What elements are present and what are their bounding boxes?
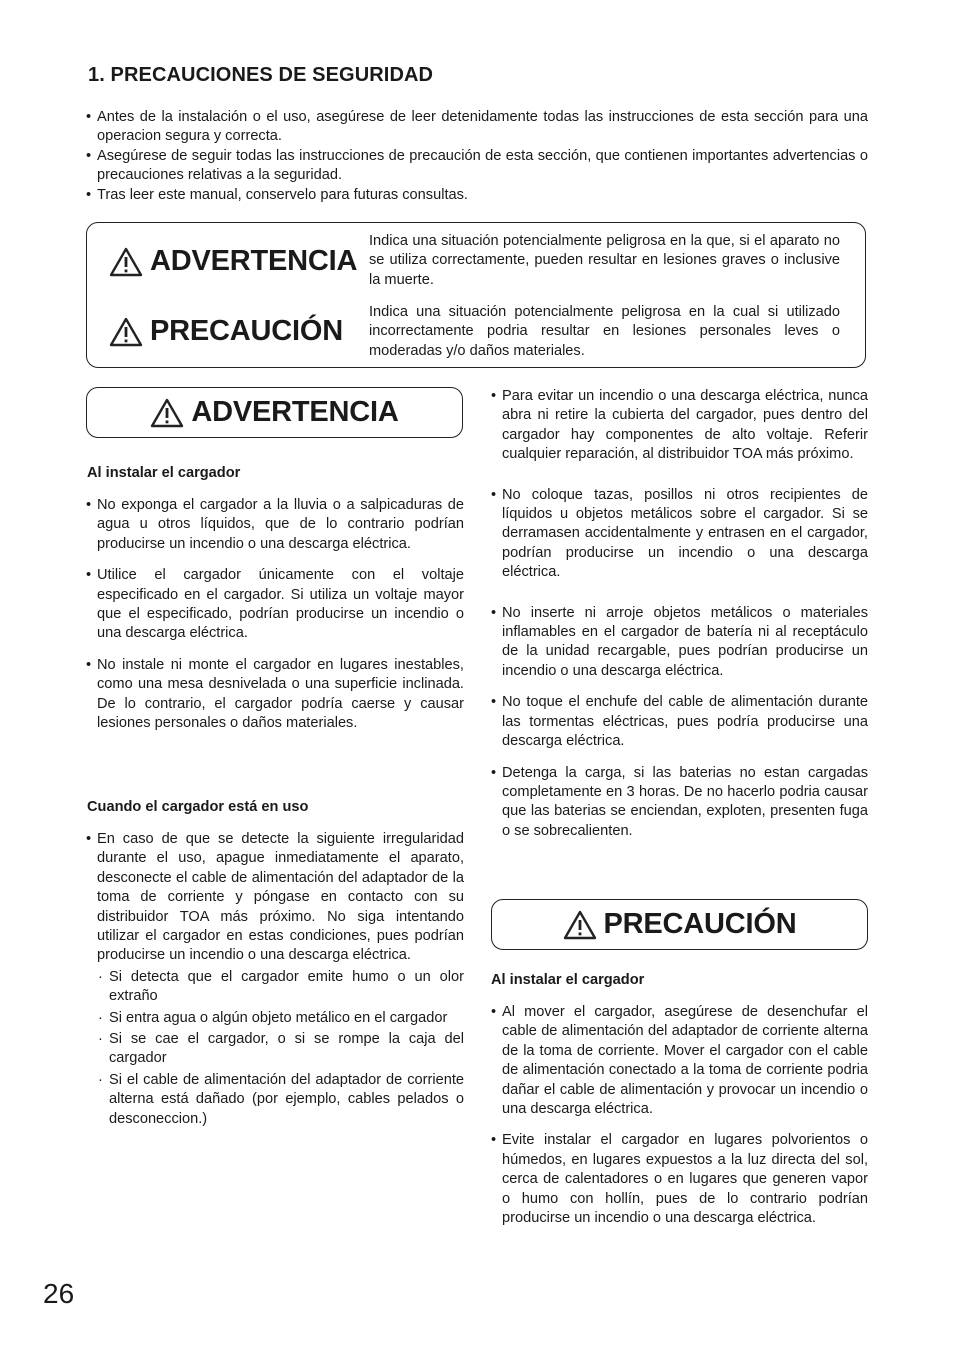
sub-list-item: · Si detecta que el cargador emite humo o un olor extraño — [86, 968, 464, 1007]
warning-triangle-icon — [150, 398, 184, 428]
list-item: • No exponga el cargador a la lluvia o a salpicaduras de agua u otros líquidos, que de lo contrario podrían producirse un incendio o una descarga eléctrica. — [86, 496, 464, 554]
warning-install-heading: Al instalar el cargador — [87, 465, 241, 481]
warning-heading-box — [86, 387, 463, 438]
page-number: 26 — [43, 1278, 75, 1309]
list-item: • No instale ni monte el cargador en lugares inestables, como una mesa desnivelada o una superficie inclinada. De lo contrario, el cargador podría caerse y causar lesiones personales o daños materiales. — [86, 656, 464, 734]
list-item: • Detenga la carga, si las baterias no estan cargadas completamente en 3 horas. De no hacerlo podria causar que las baterias se enciendan, exploten, presenten fuga o se sobrecalienten. — [491, 764, 868, 842]
sub-list-item: · Si entra agua o algún objeto metálico en el cargador — [86, 1009, 464, 1028]
sub-list-item: · Si el cable de alimentación del adaptador de corriente alterna está dañado (por ejemplo, cables pelados o desconeccion.) — [86, 1071, 464, 1129]
legend-caution-desc: Indica una situación potencialmente peligrosa en la cual si utilizado incorrectamente podria resultar en lesiones personales leves o moderadas y/o daños materiales. — [369, 304, 840, 359]
intro-list — [86, 108, 868, 205]
symbol-legend-box — [86, 222, 866, 368]
list-item: • Al mover el cargador, asegúrese de desenchufar el cable de alimentación del adaptador de corriente alterna de la toma de corriente. Mover el cargador con el cable de alimentación conectado a la toma de corriente podria dañar el cable de alimentación y provocar un incendio o una descarga eléctrica. — [491, 1003, 868, 1119]
warning-heading — [150, 396, 398, 429]
warning-use-heading: Cuando el cargador está en uso — [87, 799, 309, 815]
warning-right-list — [491, 387, 868, 841]
caution-install-heading: Al instalar el cargador — [491, 972, 645, 988]
caution-heading — [563, 908, 797, 941]
list-item: • No inserte ni arroje objetos metálicos o materiales inflamables en el cargador de batería ni al receptáculo de la unidad recargable, pues podrían producirse un incendio o una descarga eléctrica. — [491, 604, 868, 682]
list-item: • Evite instalar el cargador en lugares polvorientos o húmedos, en lugares expuestos a la luz directa del sol, cerca de calentadores o en lugares que generen vapor o humo con hollín, pues de lo contrario podrían producirse un incendio o una descarga eléctrica. — [491, 1131, 868, 1228]
caution-heading-label: PRECAUCIÓN — [603, 908, 797, 940]
intro-item: • Antes de la instalación o el uso, asegúrese de leer detenidamente todas las instrucciones de esta sección para una operacion segura y correcta. — [86, 108, 868, 147]
legend-warning-desc: Indica una situación potencialmente peligrosa en la que, si el aparato no se utiliza correctamente, pueden resultar en lesiones graves o inclusive la muerte. — [369, 233, 840, 288]
legend-caution-title — [109, 315, 343, 348]
intro-item: • Asegúrese de seguir todas las instrucciones de precaución de esta sección, que contienen importantes advertencias o precauciones relativas a la seguridad. — [86, 147, 868, 186]
warning-triangle-icon — [109, 247, 143, 277]
caution-heading-box — [491, 899, 868, 950]
warning-heading-label: ADVERTENCIA — [191, 396, 399, 428]
list-item: • No coloque tazas, posillos ni otros recipientes de líquidos u objetos metálicos sobre el cargador. Si se derramasen accidentalmente y entrasen en el cargador, podrían producirse un incendio o una descarga eléctrica. — [491, 486, 868, 583]
sub-list-item: · Si se cae el cargador, o si se rompe la caja del cargador — [86, 1030, 464, 1069]
warning-install-list — [86, 496, 464, 733]
intro-item: • Tras leer este manual, conservelo para futuras consultas. — [86, 186, 868, 205]
legend-caution-label: PRECAUCIÓN — [150, 315, 343, 347]
list-item: • En caso de que se detecte la siguiente irregularidad durante el uso, apague inmediatamente el aparato, desconecte el cable de alimentación del adaptador de la toma de corriente y póngase en contacto con su distribuidor TOA más próximo. No siga intentando utilizar el cargador en estas condiciones, pues podrían producirse un incendio o una descarga eléctrica. — [86, 830, 464, 966]
caution-triangle-icon — [109, 317, 143, 347]
list-item: • Utilice el cargador únicamente con el voltaje especificado en el cargador. Si utiliza un voltaje mayor que el especificado, podrían producirse un incendio o una descarga eléctrica. — [86, 566, 464, 644]
caution-triangle-icon — [563, 910, 597, 940]
list-item: • Para evitar un incendio o una descarga eléctrica, nunca abra ni retire la cubierta del cargador, pues dentro del cargador hay componentes de alto voltaje. Referir cualquier reparación, al distribuidor TOA más próximo. — [491, 387, 868, 465]
warning-use-list — [86, 830, 464, 1129]
list-item: • No toque el enchufe del cable de alimentación durante las tormentas eléctricas, pues podría producirse una descarga eléctrica. — [491, 693, 868, 751]
legend-warning-title — [109, 245, 357, 278]
legend-warning-label: ADVERTENCIA — [150, 245, 358, 277]
section-title: 1. PRECAUCIONES DE SEGURIDAD — [88, 64, 434, 86]
caution-list — [491, 1003, 868, 1228]
